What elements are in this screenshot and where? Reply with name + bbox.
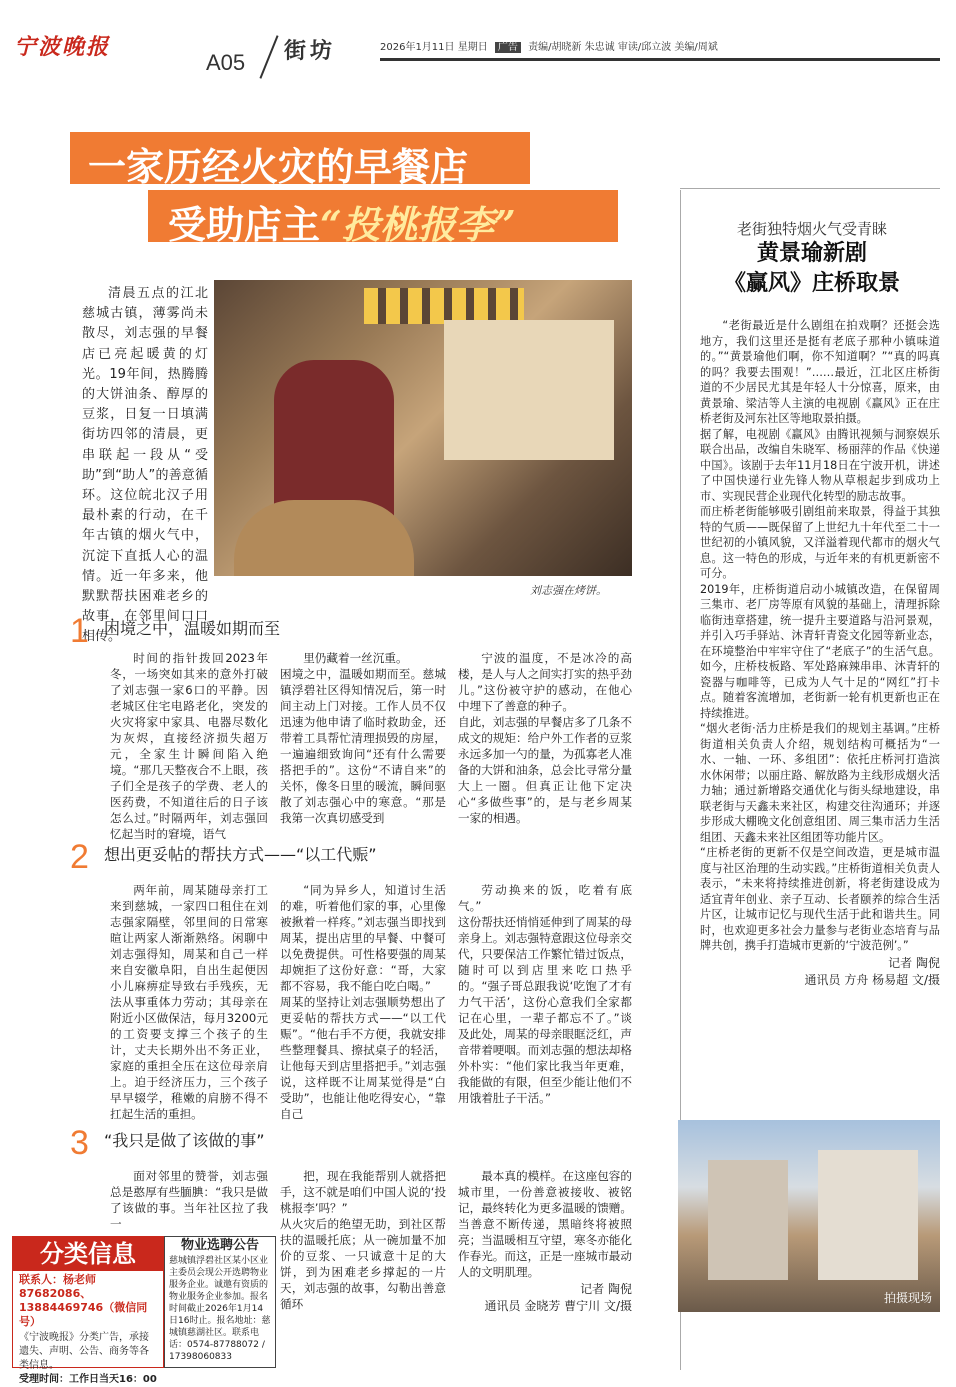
property-notice-title: 物业选聘公告 <box>180 1238 259 1253</box>
menu-signs <box>364 288 524 324</box>
classified-ad <box>12 1236 164 1385</box>
headline-prefix: 受助店主 <box>168 203 321 247</box>
filming-site-photo <box>678 1120 940 1312</box>
article-lead: 清晨五点的江北慈城古镇，薄雾尚未散尽，刘志强的早餐店已亮起暖黄的灯光。19年间，热腾腾的大饼油条、醇厚的豆浆，日复一日填满街坊四邻的清晨，更串联起一段从“受助”到“助人”的善意循环。这位皖北汉子用最朴素的行动，在千年古镇的烟火气中，沉淀下直抵人心的温情。近一年多来，他默默帮扶困难老乡的故事，在邻里间口口相传。 <box>82 286 208 645</box>
sidebar-title-line-1: 黄景瑜新剧 <box>756 241 867 266</box>
page-number: A05 <box>206 50 246 75</box>
section-1-header <box>70 612 670 651</box>
newspaper-logo: 宁波晚报 <box>14 34 111 60</box>
property-notice-body: 慈城镇浮碧社区某小区业主委员会现公开选聘物业服务企业。诚邀有资质的物业服务企业参加。报名时间截止2026年1月14日16时止。报名地址：慈城镇慈湖社区。联系电话：0574-87788072 / 17398060833 <box>169 1256 271 1362</box>
header-rule <box>380 58 940 61</box>
sidebar-kicker: 老街独特烟火气受青睐 <box>736 220 887 238</box>
staff-credits: 责编/胡晓新 朱忠诚 审读/邱立波 美编/周斌 <box>528 42 718 53</box>
section-3-byline-reporter: 记者 陶倪 <box>580 1282 632 1296</box>
section-1-col-1: 时间的指针拨回2023年冬，一场突如其来的意外打破了刘志强一家6口的平静。因老城区住宅电路老化，突发的火灾将家中家具、电器尽数化为灰烬，直接经济损失超万元，全家生计瞬间陷入绝境。“那几天整夜合不上眼，孩子们全是孩子的学费、老人的医药费，不知道往后的日子该怎么过。”时隔两年，刘志强回忆起当时的窘境，语气 <box>110 651 268 841</box>
section-name: 街坊 <box>284 39 337 64</box>
main-photo <box>214 280 632 576</box>
section-2-number: 2 <box>70 838 89 876</box>
sidebar-title-line-2: 《赢风》庄桥取景 <box>723 271 900 296</box>
sidebar-body: “老街最近是什么剧组在拍戏啊？还挺会选地方，我们这里还是挺有老底子那种小镇味道的。”“黄景瑜他们啊，你不知道啊？”“真的吗真的吗？我要去围观！”……最近，江北区庄桥街道的不少居民尤其是年轻人十分惊喜，原来，由黄景瑜、梁洁等人主演的电视剧《赢风》正在庄桥老街及河东社区等地取景拍摄。 据了解，电视剧《赢风》由腾讯视频与洞察娱乐联合出品，改编自朱晓军、杨丽萍的作品《快递中国》。该剧于去年11月18日在宁波开机，讲述了中国快递行业先锋人物从草根起步到成功上市、实现民营企业现代化转型的励志故事。 而庄桥老街能够吸引剧组前来取景，得益于其独特的气质——既保留了上世纪九十年代至二十一世纪初的小镇风貌，又洋溢着现代都市的烟火气息。这一特色的形成，与近年来的有机更新密不可分。 2019年，庄桥街道启动小城镇改造，在保留周三集市、老厂房等原有风貌的基础上，清理拆除临街违章搭建，统一提升主要道路与沿河景观，并引入巧手驿站、沐青轩青瓷文化园等新业态，在环境整治中牢牢守住了“老底子”的生活气息。如今，庄桥枝板路、军处路麻辣串串、沐青轩的瓷器与咖啡等，已成为人气十足的“网红”打卡点。随着客流增加，老街新一轮有机更新也正在持续推进。 “烟火老街·活力庄桥是我们的规划主基调。”庄桥街道相关负责人介绍，规划结构可概括为“一水、一轴、一环、多组团”：依托庄桥河打造滨水休闲带；以丽庄路、解放路为主线形成烟火活力轴；通过新增路交通优化与街头绿地建设，串联老街与天鑫未来社区，构建交往沟通环；并逐步形成大棚晚文化创意组团、周三集市活力生活组团、天鑫未来社区组团等功能片区。 “庄桥老街的更新不仅是空间改造，更是城市温度与社区治理的生动实践。”庄桥街道相关负责人表示，“未来将持续推进创新，将老街建设成为适宜青年创业、亲子互动、长者颐养的综合生活片区，让城市记忆与现代生活于此和谐共生。同时，也欢迎更多社会力量参与老街业态培育与品牌共创，携手打造城市更新的‘宁波范例’。” <box>700 319 940 952</box>
sidebar-byline-reporter: 记者 陶倪 <box>888 955 940 970</box>
issue-info <box>380 38 718 53</box>
section-2-col-1: 两年前，周某随母亲打工来到慈城，一家四口租住在刘志强家隔壁，邻里间的日常寒暄让两家人渐渐熟络。闲聊中刘志强得知，周某和自己一样来自安徽阜阳，自出生起便因小儿麻痹症导致右手残疾，无法从事重体力劳动；其母亲在附近小区做保洁，每月3200元的工资要支撑三个孩子的生计，丈夫长期外出不务正业，家庭的重担全压在这位母亲肩上。迫于经济压力，三个孩子早早辍学，稚嫩的肩膀不得不扛起生活的重担。 <box>110 883 268 1121</box>
section-3-byline-contributors: 通讯员 金晓芳 曹宁川 文/摄 <box>484 1299 632 1313</box>
section-3-col-2: 把，现在我能帮别人就搭把手，这不就是咱们中国人说的‘投桃报李’吗？” 从火灾后的绝望无助，到社区帮扶的温暖托底；从一碗加量不加价的豆浆、一只诚意十足的大饼，到为困难老乡撑起的一片天，刘志强的故事，勾勒出善意循环 <box>280 1169 446 1311</box>
headline-quote: “投桃报李” <box>320 202 516 247</box>
section-2-title: 想出更妥帖的帮扶方式——“以工代赈” <box>104 845 377 864</box>
building-right <box>818 1150 918 1280</box>
section-3-header <box>70 1124 670 1163</box>
section-1-title: 困境之中，温暖如期而至 <box>104 619 281 638</box>
griddle-pan <box>234 500 414 576</box>
section-2-col-2: “同为异乡人，知道讨生活的难，听着他们家的事，心里像被揪着一样疼。”刘志强当即找到周某，提出店里的早餐、中餐可以免费提供。可性格要强的周某却婉拒了这份好意：“哥，大家都不容易，我不能白吃白喝。” 周某的坚持让刘志强顺势想出了更妥帖的帮扶方式——“以工代赈”。“他右手不方便，我就安排些整理餐具、擦拭桌子的轻活，让他每天到店里搭把手。”刘志强说，这样既不让周某觉得是“白受助”，也能让他吃得安心，“靠自己 <box>280 883 446 1121</box>
section-3-col-1: 面对邻里的赞誉，刘志强总是憨厚有些腼腆：“我只是做了该做的事。当年社区拉了我一 <box>110 1169 268 1231</box>
shop-counter <box>444 320 614 460</box>
section-1-col-3: 宁波的温度，不是冰冷的高楼，是人与人之间实打实的热乎劲儿。”这份被守护的感动，在他心中埋下了善意的种子。 自此，刘志强的早餐店多了几条不成文的规矩：给户外工作者的豆浆永远多加一勺的量，为孤寡老人准备的大饼和油条，总会比寻常分量大上一圈。但真正让他下定决心“多做些事”的，是与老乡周某一家的相遇。 <box>458 651 632 825</box>
photo-caption: 刘志强在烤饼。 <box>530 584 607 597</box>
filming-site-caption: 拍摄现场 <box>883 1291 932 1305</box>
property-notice <box>164 1236 276 1368</box>
section-1-number: 1 <box>70 612 89 650</box>
section-3-number: 3 <box>70 1124 89 1162</box>
issue-date: 2026年1月11日 <box>380 42 455 53</box>
section-3-title: “我只是做了该做的事” <box>104 1131 265 1150</box>
section-2-header <box>70 838 670 877</box>
classified-hours: 受理时间：工作日当天16：00 <box>19 1374 157 1385</box>
sidebar-byline-contributors: 通讯员 方舟 杨易超 文/摄 <box>804 972 940 987</box>
classified-body: 《宁波晚报》分类广告，承接遗失、声明、公告、商务等各类信息。 <box>19 1332 149 1371</box>
building-left <box>708 1160 788 1280</box>
section-1-col-2: 里仍藏着一丝沉重。 困境之中，温暖如期而至。慈城镇浮碧社区得知情况后，第一时间主动上门对接。工作人员不仅迅速为他申请了临时救助金，还带着工具帮忙清理损毁的房屋，一遍遍细致询问“还有什么需要搭把手的”。这份“不请自来”的关怀，像冬日里的暖流，瞬间驱散了刘志强心中的寒意。“那是我第一次真切感受到 <box>280 651 446 825</box>
headline-line-1: 一家历经火灾的早餐店 <box>88 145 469 189</box>
section-2-col-3: 劳动换来的饭，吃着有底气。” 这份帮扶还悄悄延伸到了周某的母亲身上。刘志强特意跟这位母亲交代，只要保洁工作繁忙错过饭点，随时可以到店里来吃口热乎的。“强子哥总跟我说‘吃饱了才有力气干活’，这份心意我们全家都记在心里，一辈子都忘不了。”谈及此处，周某的母亲眼眶泛红，声音带着哽咽。而刘志强的想法却格外朴实：“他们家比我当年更难，我能做的有限，但至少能让他们不用饿着肚子干活。” <box>458 883 632 1105</box>
masthead-divider <box>259 35 278 78</box>
ad-tag: 广告 <box>495 42 521 53</box>
headline-line-2 <box>168 194 516 249</box>
classified-contact: 联系人：杨老师87682086、13884469746（微信同号） <box>19 1273 148 1328</box>
sidebar-header <box>692 218 932 299</box>
section-3-col-3: 最本真的模样。在这座包容的城市里，一份善意被接收、被铭记，最终转化为更多温暖的馈赠。当善意不断传递，黑暗终将被照亮；当温暖相互守望，寒冬亦能化作春光。而这，正是一座城市最动人的文明肌理。 <box>458 1169 632 1279</box>
classified-title: 分类信息 <box>13 1237 163 1271</box>
sidebar-top-rule <box>680 188 940 189</box>
issue-weekday: 星期日 <box>457 42 488 53</box>
